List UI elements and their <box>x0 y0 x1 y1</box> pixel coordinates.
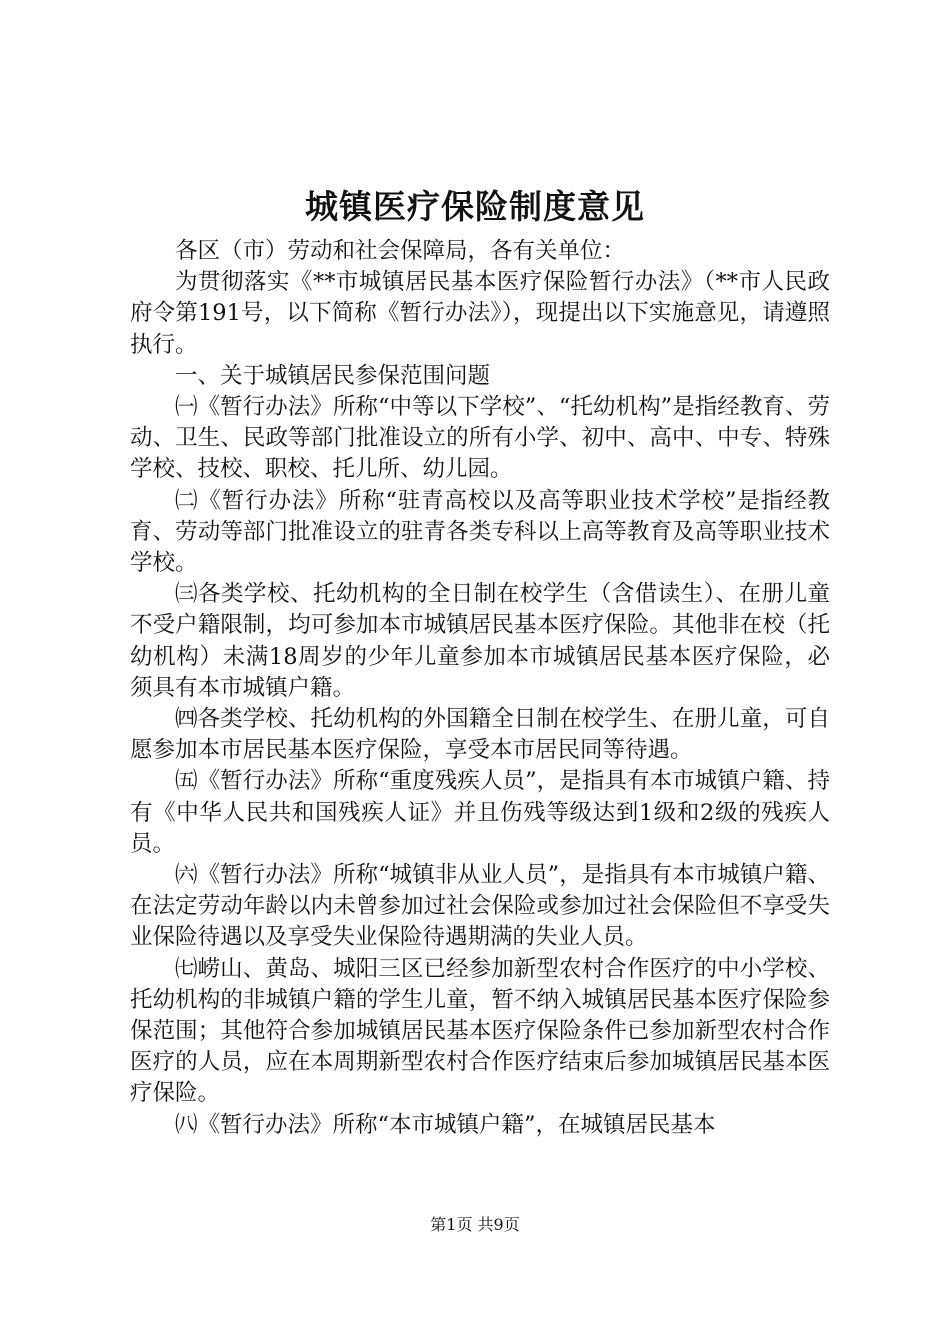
paragraph-item-7: ㈦崂山、黄岛、城阳三区已经参加新型农村合作医疗的中小学校、托幼机构的非城镇户籍的学生儿童，暂不纳入城镇居民基本医疗保险参保范围；其他符合参加城镇居民基本医疗保险条件已参加新型农村合作医疗的人员，应在本周期新型农村合作医疗结束后参加城镇居民基本医疗保险。 <box>130 955 830 1107</box>
paragraph-item-2: ㈡《暂行办法》所称“驻青高校以及高等职业技术学校”是指经教育、劳动等部门批准设立的驻青各类专科以上高等教育及高等职业技术学校。 <box>130 487 830 577</box>
document-body <box>130 236 830 1141</box>
section-heading: 一、关于城镇居民参保范围问题 <box>175 362 491 389</box>
paragraph-item-1: ㈠《暂行办法》所称“中等以下学校”、“托幼机构”是指经教育、劳动、卫生、民政等部门批准设立的所有小学、初中、高中、中专、特殊学校、技校、职校、托儿所、幼儿园。 <box>130 394 830 483</box>
paragraph-item-3: ㈢各类学校、托幼机构的全日制在校学生（含借读生）、在册儿童不受户籍限制，均可参加本市城镇居民基本医疗保险。其他非在校（托幼机构）未满18周岁的少年儿童参加本市城镇居民基本医疗保险，必须具有本市城镇户籍。 <box>130 581 830 701</box>
page-footer: 第1页 共9页 <box>430 1215 520 1234</box>
paragraph-item-4: ㈣各类学校、托幼机构的外国籍全日制在校学生、在册儿童，可自愿参加本市居民基本医疗保险，享受本市居民同等待遇。 <box>130 706 830 764</box>
paragraph-item-8: ㈧《暂行办法》所称“本市城镇户籍”，在城镇居民基本 <box>175 1111 716 1138</box>
document-title: 城镇医疗保险制度意见 <box>305 187 645 226</box>
paragraph-intro: 为贯彻落实《**市城镇居民基本医疗保险暂行办法》（**市人民政府令第191号，以下简称《暂行办法》），现提出以下实施意见，请遵照执行。 <box>130 269 830 358</box>
paragraph-item-6: ㈥《暂行办法》所称“城镇非从业人员”，是指具有本市城镇户籍、在法定劳动年龄以内未曾参加过社会保险或参加过社会保险但不享受失业保险待遇以及享受失业保险待遇期满的失业人员。 <box>130 862 830 951</box>
paragraph-salutation: 各区（市）劳动和社会保障局，各有关单位： <box>175 238 626 264</box>
paragraph-item-5: ㈤《暂行办法》所称“重度残疾人员”，是指具有本市城镇户籍、持有《中华人民共和国残疾人证》并且伤残等级达到1级和2级的残疾人员。 <box>130 768 830 857</box>
